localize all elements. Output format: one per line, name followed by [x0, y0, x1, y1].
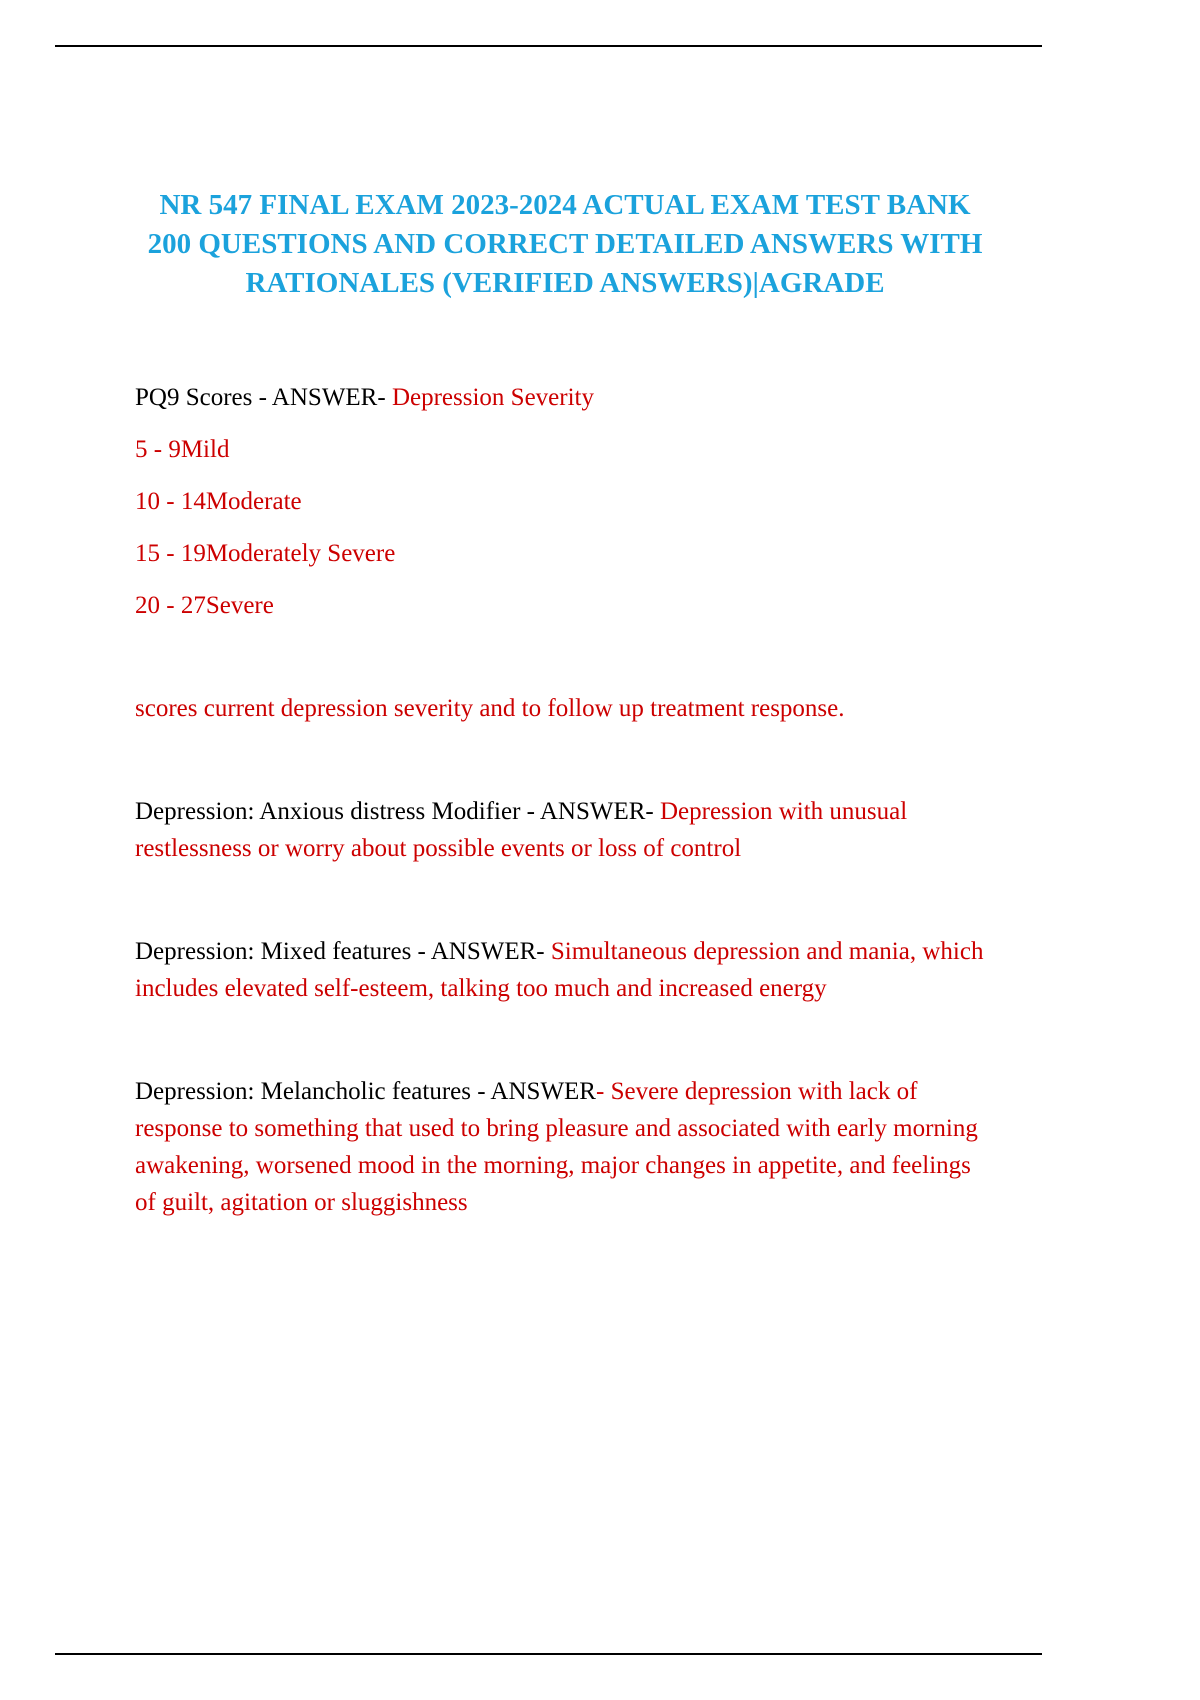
title-line-3: RATIONALES (VERIFIED ANSWERS)|AGRADE — [245, 267, 885, 299]
question-text: Depression: Anxious distress Modifier - ANSWER- — [135, 798, 660, 825]
score-line-moderately-severe: 15 - 19Moderately Severe — [135, 540, 396, 567]
bottom-rule — [55, 1653, 1042, 1655]
answer-text: Simultaneous depression and mania, which includes elevated self-esteem, talking too much and increased energy — [135, 938, 984, 1002]
note-text: scores current depression severity and to follow up treatment response. — [135, 695, 845, 722]
question-text: Depression: Mixed features - ANSWER- — [135, 938, 551, 965]
question-text: PQ9 Scores - ANSWER- — [135, 384, 392, 411]
qa-item-anxious-distress — [135, 793, 995, 867]
score-line-severe: 20 - 27Severe — [135, 592, 274, 619]
score-line-moderate: 10 - 14Moderate — [135, 488, 302, 515]
answer-text: Depression Severity — [391, 384, 594, 411]
document-content — [135, 0, 995, 1221]
answer-text: Depression with unusual restlessness or worry about possible events or loss of control — [135, 798, 908, 862]
answer-text: - Severe depression with lack of response to something that used to bring pleasure and associated with early morning awakening, worsened mood in the morning, major changes in appetite, and feelings of guilt, agitation or sluggishness — [135, 1078, 978, 1216]
qa-item-melancholic-features — [135, 1073, 995, 1221]
qa-item-mixed-features — [135, 933, 995, 1007]
document-title — [135, 186, 995, 303]
title-line-1: NR 547 FINAL EXAM 2023-2024 ACTUAL EXAM TEST BANK — [159, 189, 971, 221]
title-line-2: 200 QUESTIONS AND CORRECT DETAILED ANSWERS WITH — [147, 228, 983, 260]
qa-item-pq9-scores — [135, 379, 995, 416]
score-line-mild: 5 - 9Mild — [135, 436, 230, 463]
question-text: Depression: Melancholic features - ANSWER — [135, 1078, 596, 1105]
